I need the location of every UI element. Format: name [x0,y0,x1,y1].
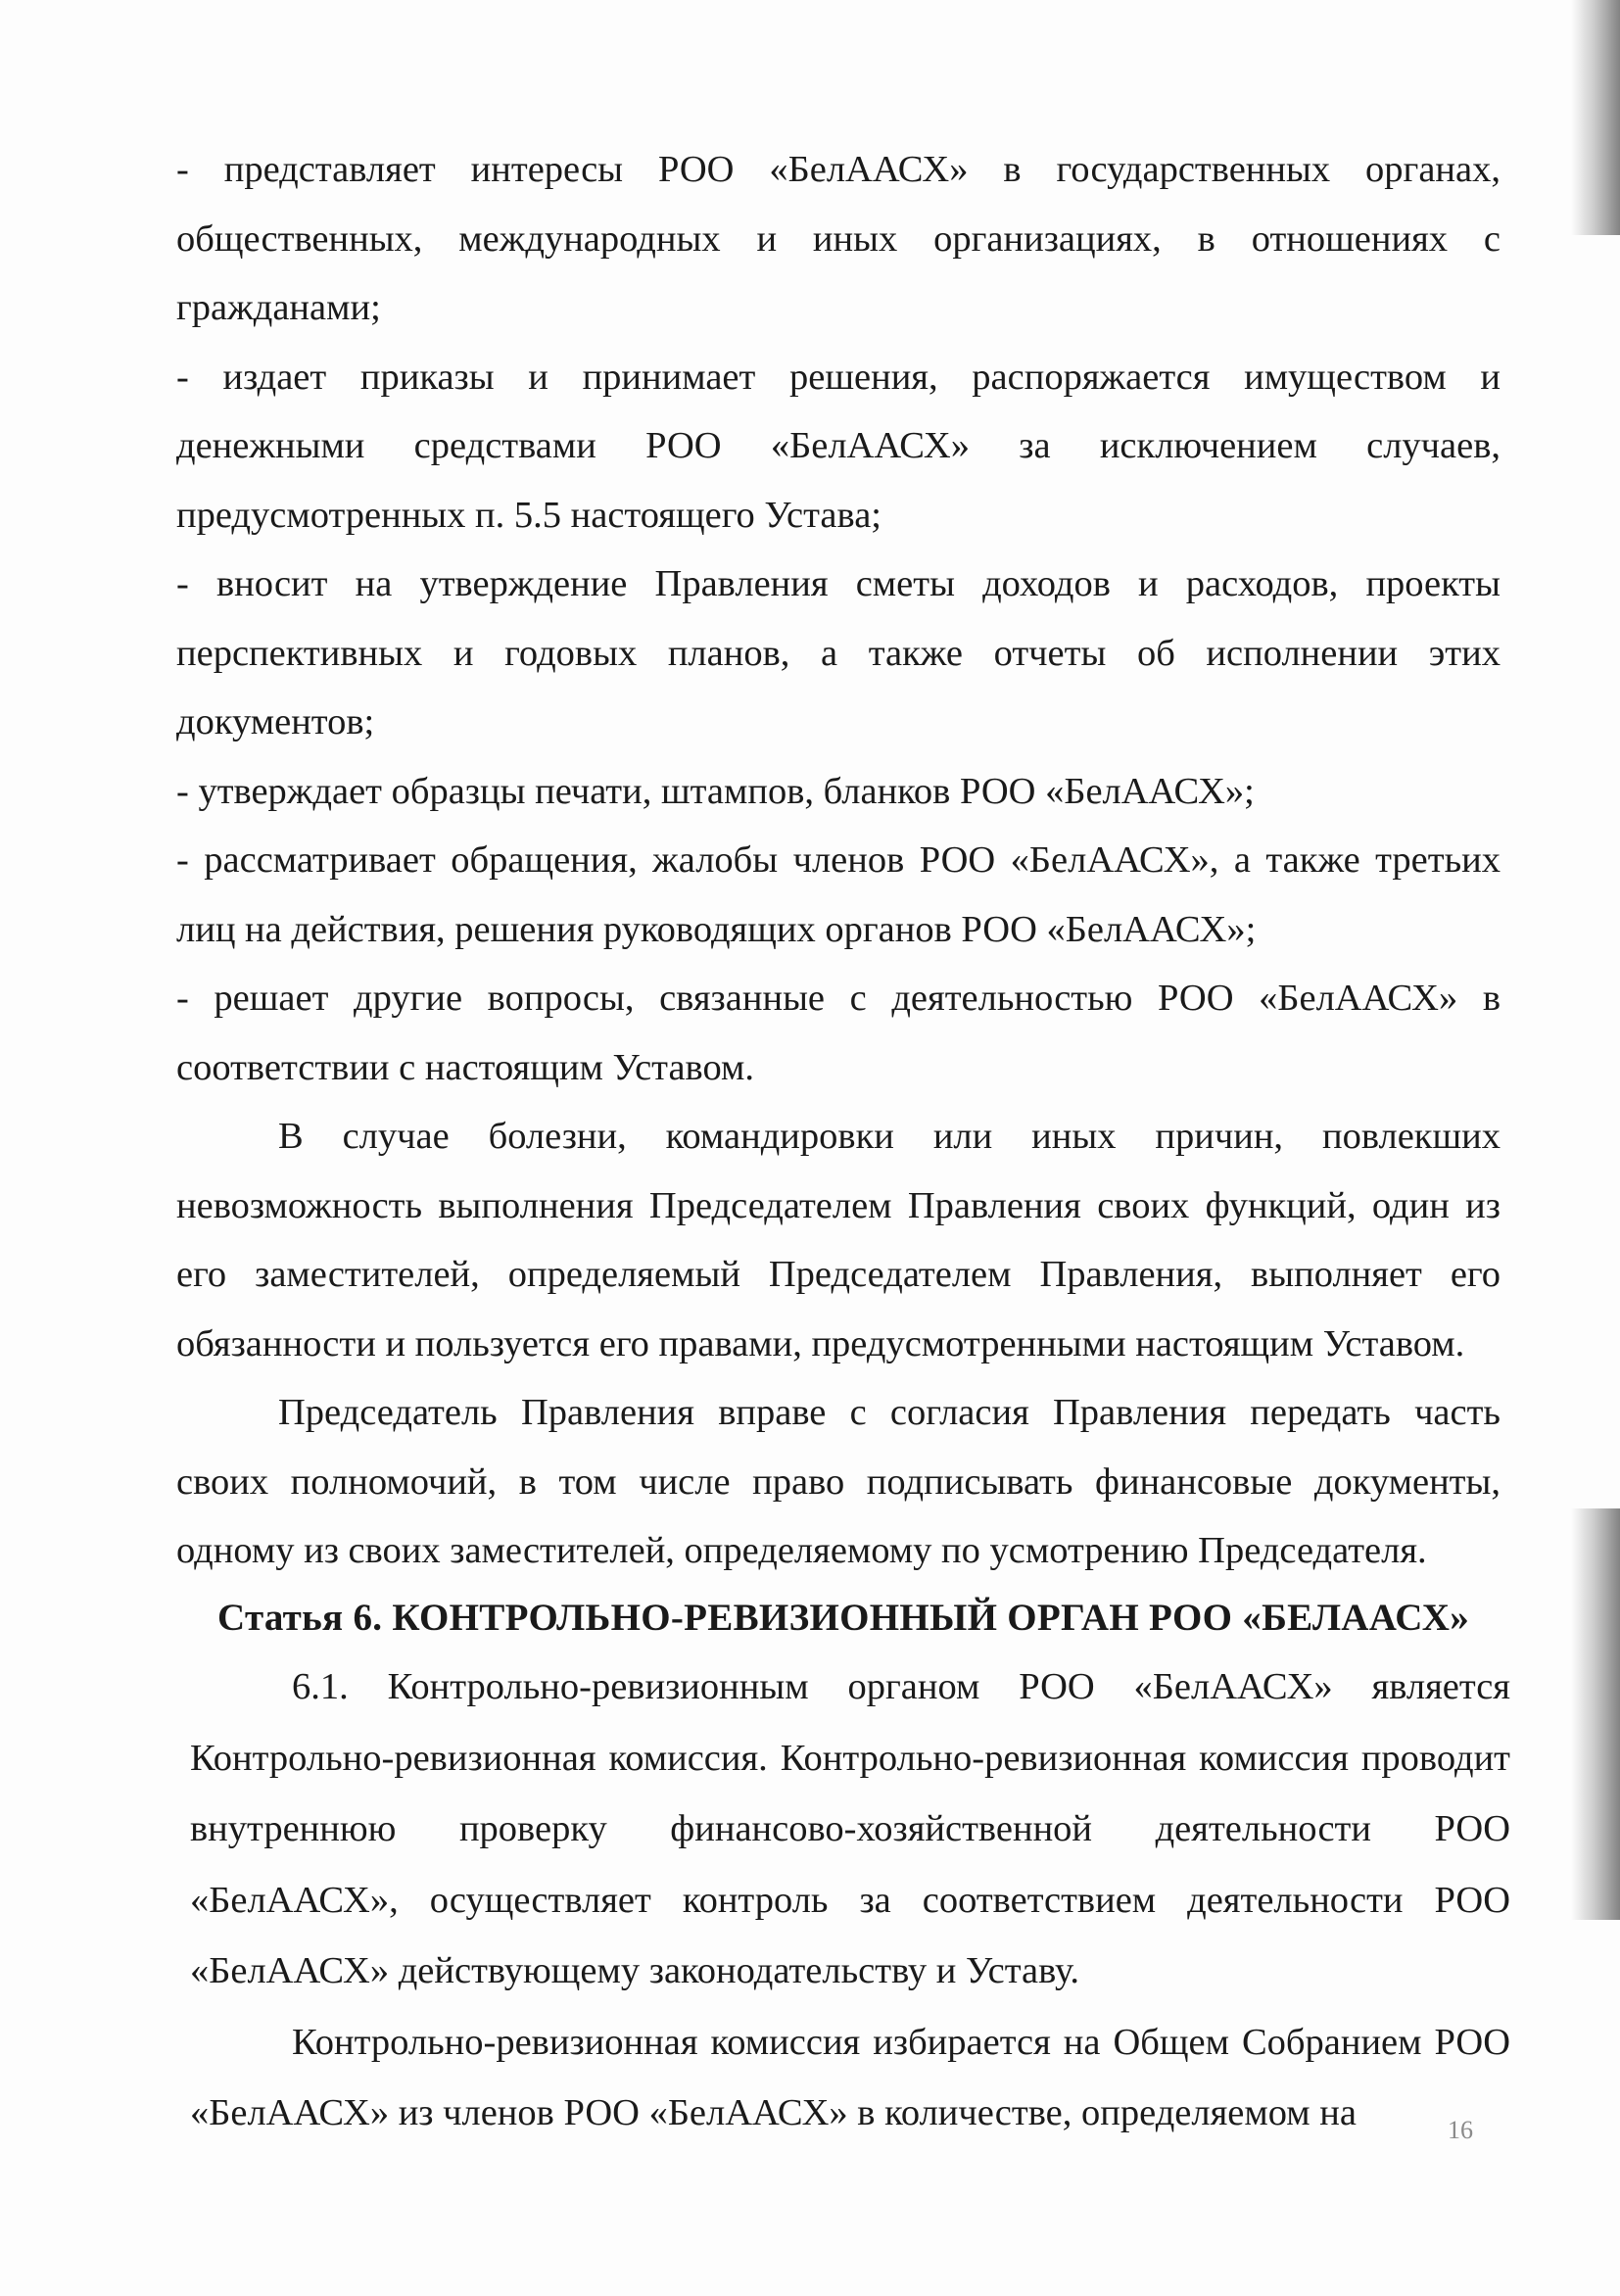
list-item-issues-orders: - издает приказы и принимает решения, распоряжается имуществом и денежными средствами РОО «БелААСХ» за исключением случаев, предусмотренных п. 5.5 настоящего Устава; [176,356,1501,536]
clause-6-1: 6.1. Контрольно-ревизионным органом РОО «БелААСХ» является Контрольно-ревизионная комиссия. Контрольно-ревизионная комиссия проводит внутреннюю проверку финансово-хозяйственной деятельности РОО «БелААСХ», осуществляет контроль за соответствием деятельности РОО «БелААСХ» действующему законодательству и Уставу. [190,1666,1510,1991]
article-6-heading: Статья 6. КОНТРОЛЬНО-РЕВИЗИОННЫЙ ОРГАН РОО «БЕЛААСХ» [217,1597,1470,1639]
scan-edge-shadow [1571,0,1620,235]
list-item-reviews-complaints: - рассматривает обращения, жалобы членов РОО «БелААСХ», а также третьих лиц на действия, решения руководящих органов РОО «БелААСХ»; [176,839,1501,950]
paragraph-delegation-of-powers: Председатель Правления вправе с согласия Правления передать часть своих полномочий, в том числе право подписывать финансовые документы, одному из своих заместителей, определяемому по усмотрению Председателя. [176,1392,1501,1571]
page-number: 16 [1448,2116,1473,2144]
scan-edge-shadow [1571,1508,1620,1920]
charter-text-upper [176,135,1501,1586]
list-item-represents-interests: - представляет интересы РОО «БелААСХ» в государственных органах, общественных, международных и иных организациях, в отношениях с гражданами; [176,149,1501,328]
paragraph-commission-election: Контрольно-ревизионная комиссия избирается на Общем Собранием РОО «БелААСХ» из членов РОО «БелААСХ» в количестве, определяемом на [190,2021,1510,2133]
list-item-submits-estimates: - вносит на утверждение Правления сметы доходов и расходов, проекты перспективных и годовых планов, а также отчеты об исполнении этих документов; [176,563,1501,742]
list-item-other-matters: - решает другие вопросы, связанные с деятельностью РОО «БелААСХ» в соответствии с настоящим Уставом. [176,978,1501,1088]
charter-text-lower [190,1651,1510,2149]
paragraph-deputy-substitution: В случае болезни, командировки или иных причин, повлекших невозможность выполнения Председателем Правления своих функций, один из его заместителей, определяемый Председателем Правления, выполняет его обязанности и пользуется его правами, предусмотренными настоящим Уставом. [176,1116,1501,1364]
list-item-approves-seals: - утверждает образцы печати, штампов, бланков РОО «БелААСХ»; [176,770,1255,812]
